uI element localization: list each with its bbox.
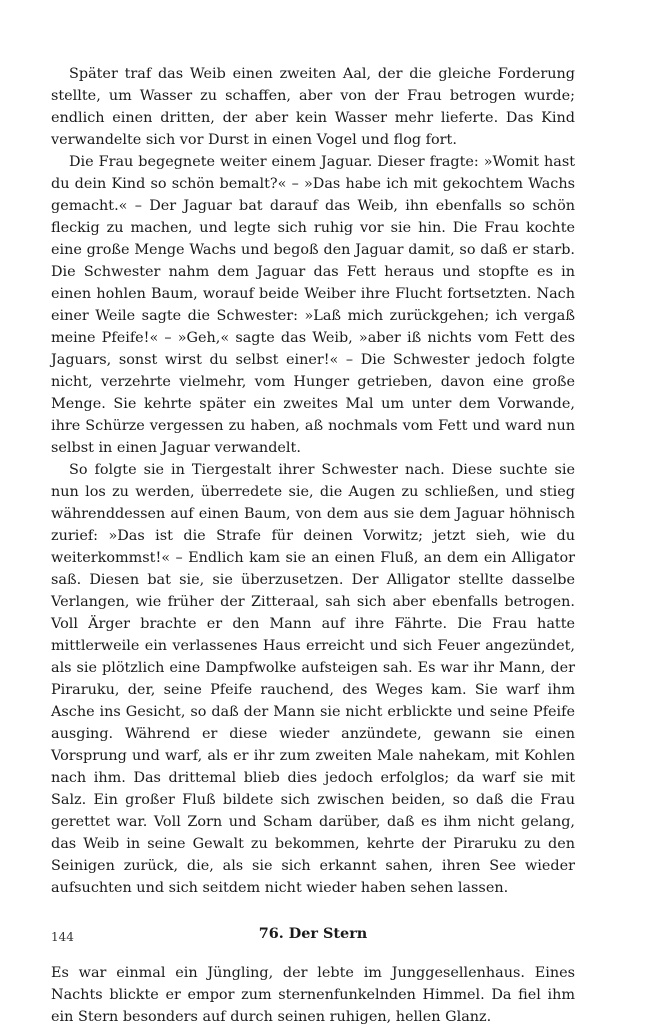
page-number: 144 xyxy=(51,930,74,944)
section-heading: 76. Der Stern xyxy=(258,925,368,942)
paragraph-escape: So folgte sie in Tiergestalt ihrer Schwester nach. Diese suchte sie nun los zu werden, überredete sie, die Augen zu schließen, und stieg währenddessen auf einen Baum, von dem aus sie dem Jaguar höhnisch zurief: »Das ist die Strafe für deinen Vorwitz; jetzt sieh, wie du weiterkommst!« – Endlich kam sie an einen Fluß, an dem ein Alligator saß. Diesen bat sie, sie überzusetzen. Der Alligator stellte dasselbe Verlangen, wie früher der Zitteraal, sah sich aber ebenfalls betrogen. Voll Ärger brachte er den Mann auf ihre Fährte. Die Frau hatte mittlerweile ein verlassenes Haus erreicht und sich Feuer angezündet, als sie plötzlich eine Dampfwolke aufsteigen sah. Es war ihr Mann, der Piraruku, der, seine Pfeife rauchend, des Weges kam. Sie warf ihm Asche ins Gesicht, so daß der Mann sie nicht erblickte und seine Pfeife ausging. Während er diese wieder anzündete, gewann sie einen Vorsprung und warf, als er ihr zum zweiten Male nahekam, mit Kohlen nach ihm. Das drittemal blieb dies jedoch erfolglos; da warf sie mit Salz. Ein großer Fluß bildete sich zwischen beiden, so daß die Frau gerettet war. Voll Zorn und Scham darüber, daß es ihm nicht gelang, das Weib in seine Gewalt zu bekommen, kehrte der Piraruku zu den Seinigen zurück, die, als sie sich erkannt sahen, ihren See wieder aufsuchten und sich seitdem nicht wieder haben sehen lassen. xyxy=(51,462,575,896)
page-body xyxy=(51,63,575,1028)
paragraph-jaguar: Die Frau begegnete weiter einem Jaguar. Dieser fragte: »Womit hast du dein Kind so schön bemalt?« – »Das habe ich mit gekochtem Wachs gemacht.« – Der Jaguar bat darauf das Weib, ihn ebenfalls so schön fleckig zu machen, und legte sich ruhig vor sie hin. Die Frau kochte eine große Menge Wachs und begoß den Jaguar damit, so daß er starb. Die Schwester nahm dem Jaguar das Fett heraus und stopfte es in einen hohlen Baum, worauf beide Weiber ihre Flucht fortsetzten. Nach einer Weile sagte die Schwester: »Laß mich zurückgehen; ich vergaß meine Pfeife!« – »Geh,« sagte das Weib, »aber iß nichts vom Fett des Jaguars, sonst wirst du selbst einer!« – Die Schwester jedoch folgte nicht, verzehrte vielmehr, vom Hunger getrieben, davon eine große Menge. Sie kehrte später ein zweites Mal um unter dem Vorwande, ihre Schürze vergessen zu haben, aß nochmals vom Fett und ward nun selbst in einen Jaguar verwandelt. xyxy=(51,154,575,456)
paragraph-eel: Später traf das Weib einen zweiten Aal, der die gleiche Forderung stellte, um Wasser zu schaffen, aber von der Frau betrogen wurde; endlich einen dritten, der aber kein Wasser mehr lieferte. Das Kind verwandelte sich vor Durst in einen Vogel und flog fort. xyxy=(51,66,575,148)
paragraph-star: Es war einmal ein Jüngling, der lebte im Junggesellenhaus. Eines Nachts blickte er empor zum sternenfunkelnden Himmel. Da fiel ihm ein Stern besonders auf durch seinen ruhigen, hellen Glanz. xyxy=(51,965,575,1025)
